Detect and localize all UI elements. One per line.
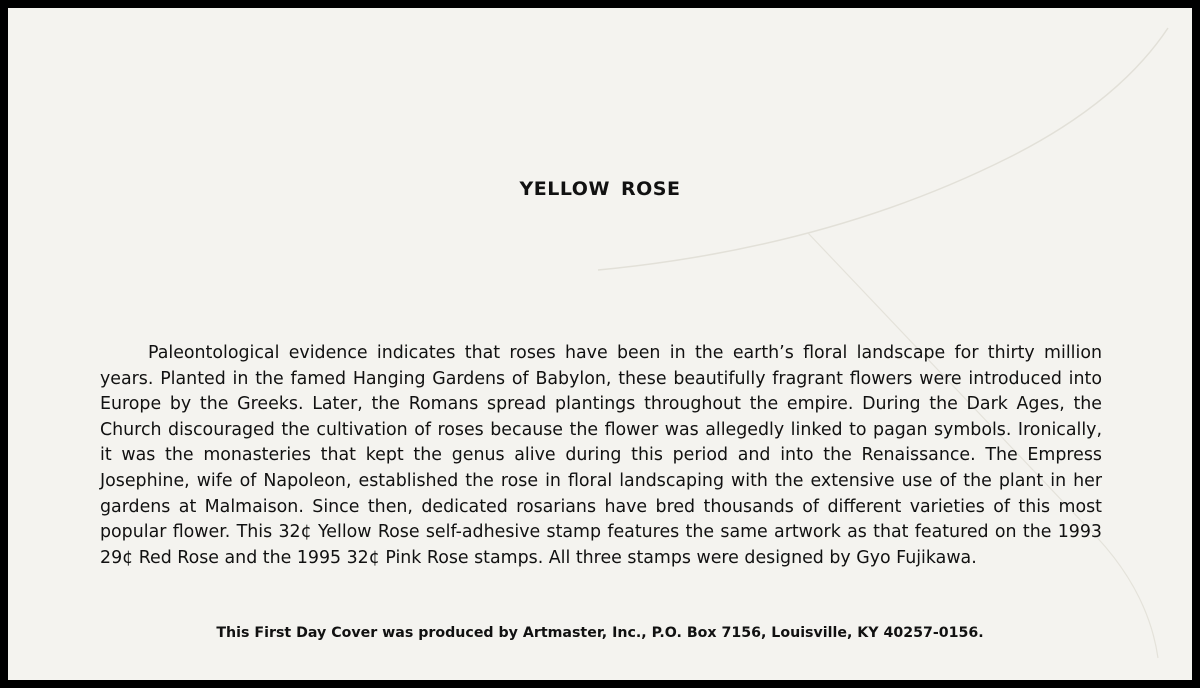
producer-credit: This First Day Cover was produced by Artmaster, Inc., P.O. Box 7156, Louisville, KY 40257-0156. xyxy=(216,625,984,641)
envelope-back xyxy=(8,8,1192,680)
cover-description: Paleontological evidence indicates that roses have been in the earth’s floral landscape for thirty million years. Planted in the famed Hanging Gardens of Babylon, these beautifully fragrant flowers were introduced into Europe by the Greeks. Later, the Romans spread plantings throughout the empire. During the Dark Ages, the Church discouraged the cultivation of roses because the flower was allegedly linked to pagan symbols. Ironically, it was the monasteries that kept the genus alive during this period and into the Renaissance. The Empress Josephine, wife of Napoleon, established the rose in floral landscaping with the extensive use of the plant in her gardens at Malmaison. Since then, dedicated rosarians have bred thousands of different varieties of this most popular flower. This 32¢ Yellow Rose self-adhesive stamp features the same artwork as that featured on the 1993 29¢ Red Rose and the 1995 32¢ Pink Rose stamps. All three stamps were designed by Gyo Fujikawa. xyxy=(100,343,1102,568)
flap-edge-top xyxy=(598,28,1168,270)
cover-title: YELLOW ROSE xyxy=(519,178,681,200)
